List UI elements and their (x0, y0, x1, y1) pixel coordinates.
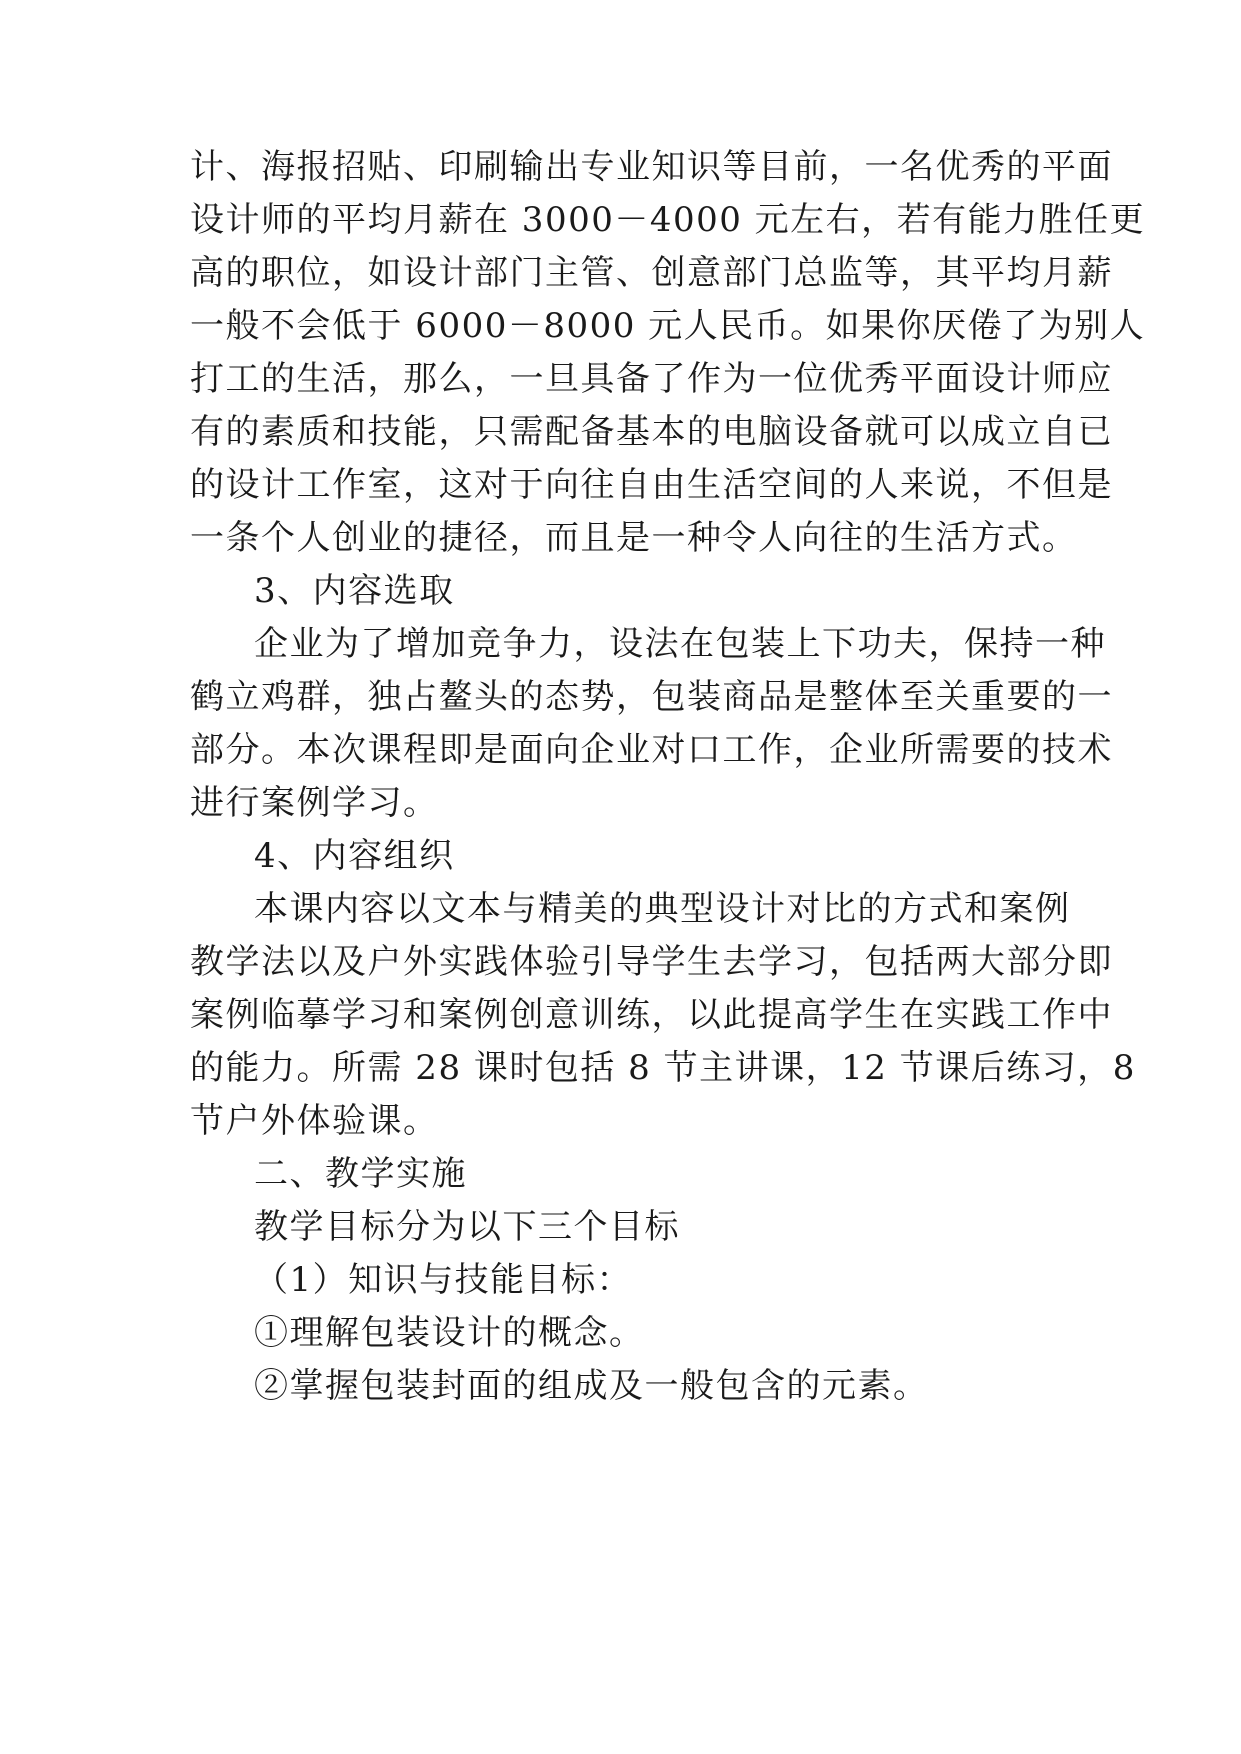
paragraph-line: 本课内容以文本与精美的典型设计对比的方式和案例 (254, 889, 1071, 929)
list-item: ①理解包装设计的概念。 (254, 1313, 645, 1353)
paragraph-line: 教学目标分为以下三个目标 (254, 1207, 680, 1247)
paragraph-line: 企业为了增加竞争力，设法在包装上下功夫，保持一种 (254, 624, 1106, 664)
paragraph-line: 设计师的平均月薪在 3000－4000 元左右，若有能力胜任更 (190, 200, 1146, 240)
list-item: ②掌握包装封面的组成及一般包含的元素。 (254, 1366, 929, 1406)
section-heading: 4、内容组织 (254, 836, 455, 876)
paragraph-line: 一般不会低于 6000－8000 元人民币。如果你厌倦了为别人 (190, 306, 1146, 346)
paragraph-line: 一条个人创业的捷径，而且是一种令人向往的生活方式。 (190, 518, 1078, 558)
paragraph-line: 打工的生活，那么，一旦具备了作为一位优秀平面设计师应 (190, 359, 1113, 399)
paragraph-line: 计、海报招贴、印刷输出专业知识等目前，一名优秀的平面 (190, 147, 1113, 187)
section-heading: 二、教学实施 (254, 1154, 467, 1194)
section-heading: 3、内容选取 (254, 571, 455, 611)
paragraph-line: 有的素质和技能，只需配备基本的电脑设备就可以成立自已 (190, 412, 1113, 452)
paragraph-line: 高的职位，如设计部门主管、创意部门总监等，其平均月薪 (190, 253, 1113, 293)
paragraph-line: 的设计工作室，这对于向往自由生活空间的人来说，不但是 (190, 465, 1113, 505)
paragraph-line: 案例临摹学习和案例创意训练，以此提高学生在实践工作中 (190, 995, 1113, 1035)
list-heading: （1）知识与技能目标： (254, 1260, 633, 1300)
paragraph-line: 的能力。所需 28 课时包括 8 节主讲课，12 节课后练习，8 (190, 1048, 1136, 1088)
document-page (190, 0, 1146, 1754)
paragraph-line: 进行案例学习。 (190, 783, 439, 823)
paragraph-line: 教学法以及户外实践体验引导学生去学习，包括两大部分即 (190, 942, 1113, 982)
paragraph-line: 鹤立鸡群，独占鳌头的态势，包装商品是整体至关重要的一 (190, 677, 1113, 717)
paragraph-line: 部分。本次课程即是面向企业对口工作，企业所需要的技术 (190, 730, 1113, 770)
paragraph-line: 节户外体验课。 (190, 1101, 439, 1141)
